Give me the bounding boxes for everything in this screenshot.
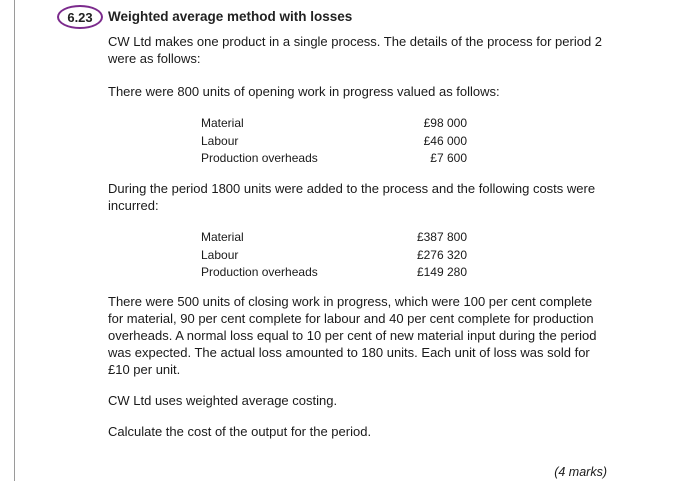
- cost-label: Production overheads: [201, 265, 318, 279]
- cost-label: Material: [201, 230, 244, 244]
- cost-label: Labour: [201, 133, 239, 148]
- cost-row: [201, 115, 467, 133]
- task-paragraph: Calculate the cost of the output for the period.: [108, 424, 372, 439]
- question-number-badge: [57, 5, 103, 29]
- cost-row: [201, 150, 467, 168]
- question-number: 6.23: [67, 9, 93, 25]
- marks-label: (4 marks): [554, 465, 607, 479]
- opening-wip-paragraph: There were 800 units of opening work in progress valued as follows:: [108, 84, 500, 99]
- cost-value: £149 280: [416, 265, 467, 279]
- cost-row: [201, 264, 467, 282]
- method-paragraph: CW Ltd uses weighted average costing.: [108, 393, 338, 408]
- cost-value: £276 320: [416, 247, 467, 262]
- opening-costs-table: [201, 115, 467, 168]
- cost-label: Labour: [201, 247, 239, 262]
- cost-label: Material: [201, 116, 244, 130]
- period-additions-paragraph: During the period 1800 units were added to the process and the following costs were incurred:: [108, 181, 596, 213]
- cost-row: [201, 133, 467, 151]
- cost-value: £7 600: [430, 151, 467, 165]
- margin-rule: [14, 0, 15, 481]
- cost-row: [201, 247, 467, 265]
- closing-wip-paragraph: There were 500 units of closing work in progress, which were 100 per cent complete for material, 90 per cent complete for labour and 40 per cent complete for production overheads. A normal loss equal to 10 per cent of new material input during the period was expected. The actual loss amounted to 180 units. Each unit of loss was sold for £10 per unit.: [108, 294, 597, 377]
- cost-value: £46 000: [423, 133, 467, 148]
- question-title: Weighted average method with losses: [108, 9, 353, 24]
- cost-value: £98 000: [423, 116, 467, 130]
- cost-row: [201, 229, 467, 247]
- period-costs-table: [201, 229, 467, 282]
- intro-paragraph: CW Ltd makes one product in a single process. The details of the process for period 2 were as follows:: [108, 34, 603, 66]
- cost-value: £387 800: [416, 230, 467, 244]
- cost-label: Production overheads: [201, 151, 318, 165]
